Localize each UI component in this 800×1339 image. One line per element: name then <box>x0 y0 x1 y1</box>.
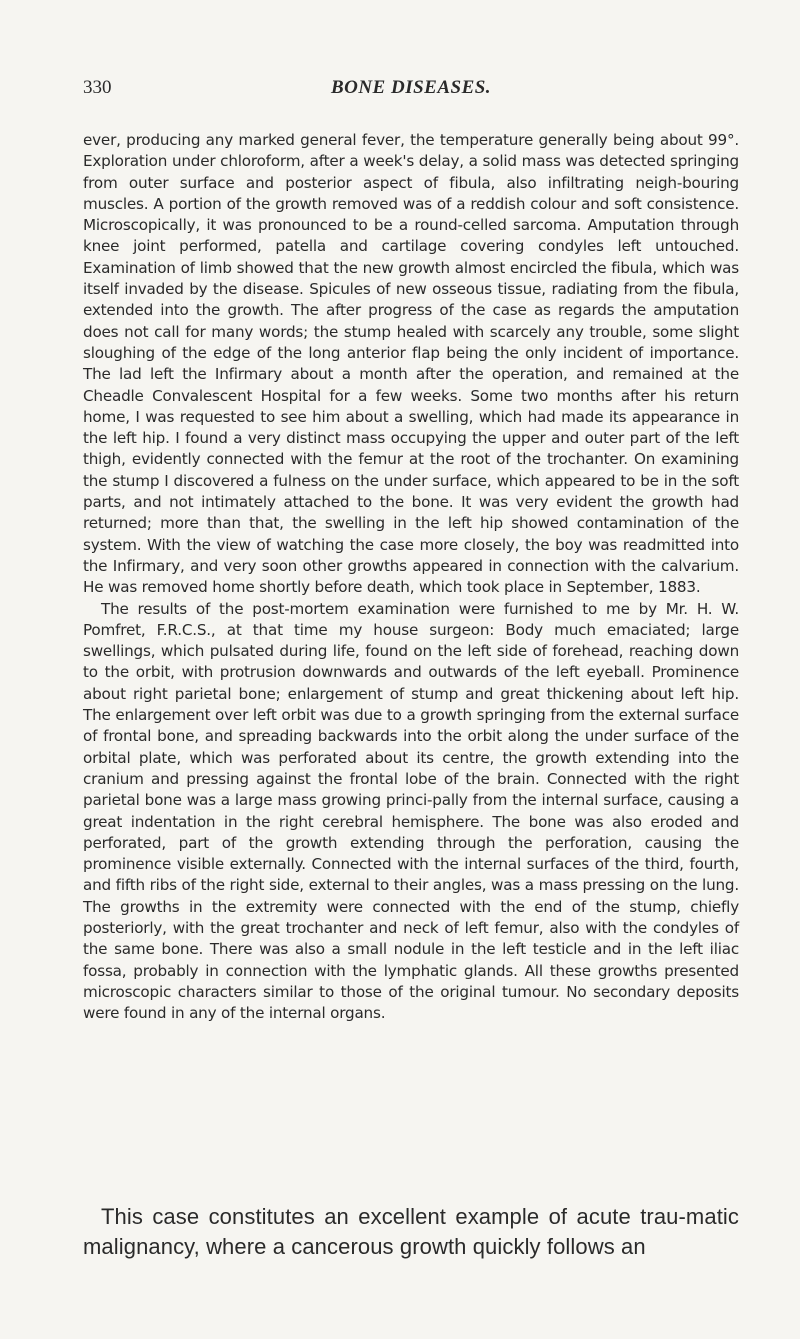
large-text-block <box>83 1202 739 1262</box>
running-title: BONE DISEASES. <box>330 77 492 98</box>
page-number: 330 <box>83 77 112 98</box>
body-text <box>83 130 739 1024</box>
page-header <box>83 77 739 105</box>
paragraph-conclusion: This case constitutes an excellent example of acute trau-matic malignancy, where a cancerous growth quickly follows an <box>83 1204 739 1259</box>
paragraph-post-mortem: The results of the post-mortem examination were furnished to me by Mr. H. W. Pomfret, F.R.C.S., at that time my house surgeon: Body much emaciated; large swellings, which pulsated during life, found on the left side of forehead, reaching down to the orbit, with protrusion downwards and outwards of the left eyeball. Prominence about right parietal bone; enlargement of stump and great thickening about left hip. The enlargement over left orbit was due to a growth springing from the external surface of frontal bone, and spreading backwards into the orbit along the under surface of the orbital plate, which was perforated about its centre, the growth extending into the cranium and pressing against the frontal lobe of the brain. Connected with the right parietal bone was a large mass growing princi-pally from the internal surface, causing a great indentation in the right cerebral hemisphere. The bone was also eroded and perforated, part of the growth extending through the perforation, causing the prominence visible externally. Connected with the internal surfaces of the third, fourth, and fifth ribs of the right side, external to their angles, was a mass pressing on the lung. The growths in the extremity were connected with the end of the stump, chiefly posteriorly, with the great trochanter and neck of left femur, also with the condyles of the same bone. There was also a small nodule in the left testicle and in the left iliac fossa, probably in connection with the lymphatic glands. All these growths presented microscopic characters similar to those of the original tumour. No secondary deposits were found in any of the internal organs. <box>83 599 739 1023</box>
paragraph-case-continuation: ever, producing any marked general fever, the temperature generally being about 99°. Exploration under chloroform, after a week's delay, a solid mass was detected springing from outer surface and posterior aspect of fibula, also infiltrating neigh-bouring muscles. A portion of the growth removed was of a reddish colour and soft consistence. Microscopically, it was pronounced to be a round-celled sarcoma. Amputation through knee joint performed, patella and cartilage covering condyles left untouched. Examination of limb showed that the new growth almost encircled the fibula, which was itself invaded by the disease. Spicules of new osseous tissue, radiating from the fibula, extended into the growth. The after progress of the case as regards the amputation does not call for many words; the stump healed with scarcely any trouble, some slight sloughing of the edge of the long anterior flap being the only incident of importance. The lad left the Infirmary about a month after the operation, and remained at the Cheadle Convalescent Hospital for a few weeks. Some two months after his return home, I was requested to see him about a swelling, which had made its appearance in the left hip. I found a very distinct mass occupying the upper and outer part of the left thigh, evidently connected with the femur at the root of the trochanter. On examining the stump I discovered a fulness on the under surface, which appeared to be in the soft parts, and not intimately attached to the bone. It was very evident the growth had returned; more than that, the swelling in the left hip showed contamination of the system. With the view of watching the case more closely, the boy was readmitted into the Infirmary, and very soon other growths appeared in connection with the calvarium. He was removed home shortly before death, which took place in September, 1883. <box>83 131 739 597</box>
